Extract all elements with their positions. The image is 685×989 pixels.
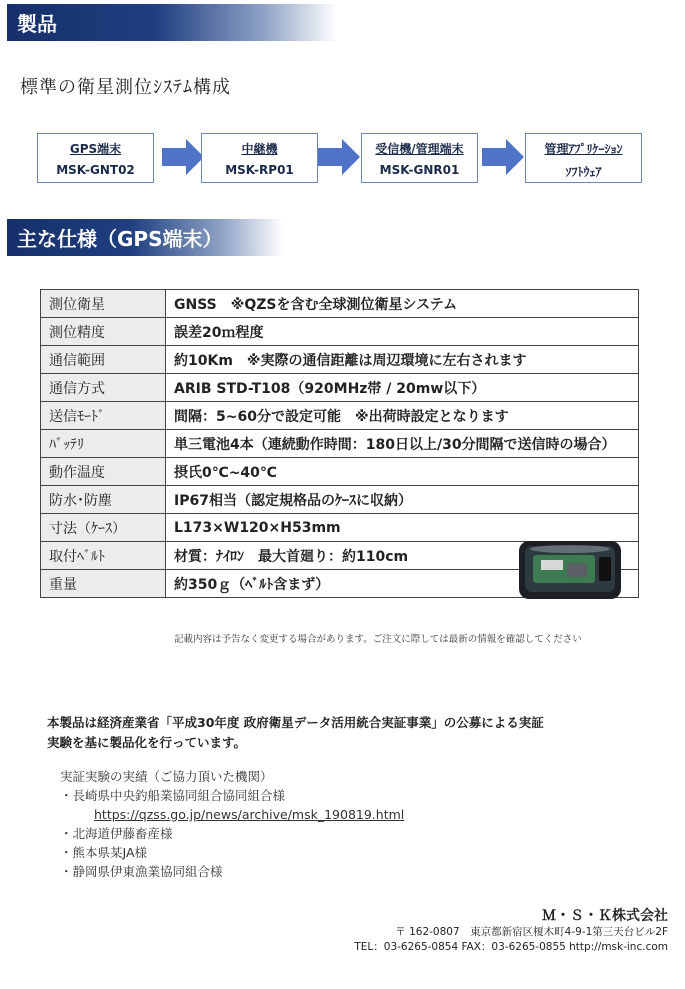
- section-title-product: [7, 4, 337, 41]
- table-row: [41, 346, 639, 374]
- table-row: [41, 402, 639, 430]
- list-item: ・静岡県伊東漁業協同組合様: [60, 864, 223, 879]
- flow-box-receiver: [361, 133, 478, 183]
- spec-key: 重量: [41, 570, 166, 598]
- reference-link[interactable]: https://qzss.go.jp/news/archive/msk_190819.html: [94, 807, 405, 822]
- spec-value: L173×W120×H53mm: [166, 514, 639, 542]
- spec-key: ﾊﾞｯﾃﾘ: [41, 430, 166, 458]
- flow-box-label: 受信機/管理端末: [375, 142, 464, 156]
- spec-key: 測位精度: [41, 318, 166, 346]
- spec-key: 寸法（ｹｰｽ）: [41, 514, 166, 542]
- section-title-product-text: 製品: [17, 12, 57, 36]
- table-row: [41, 458, 639, 486]
- flow-box-label: GPS端末: [69, 142, 122, 156]
- list-item: ・北海道伊藤畜産様: [60, 826, 173, 841]
- arrow-right-icon: [162, 139, 204, 175]
- section-title-specs-text: 主な仕様（GPS端末）: [17, 227, 223, 251]
- flow-box-relay: [201, 133, 318, 183]
- table-row: [41, 290, 639, 318]
- spec-key: 動作温度: [41, 458, 166, 486]
- statement-line: 実験を基に製品化を行っています。: [47, 735, 247, 750]
- spec-value: 単三電池4本（連続動作時間：180日以上/30分間隔で送信時の場合）: [166, 430, 639, 458]
- spec-key: 測位衛星: [41, 290, 166, 318]
- spec-value: GNSS ※QZSを含む全球測位衛星システム: [166, 290, 639, 318]
- spec-value: 間隔：5~60分で設定可能 ※出荷時設定となります: [166, 402, 639, 430]
- statement-line: 本製品は経済産業省「平成30年度 政府衛星データ活用統合実証事業」の公募による実証: [47, 715, 544, 730]
- table-row: [41, 318, 639, 346]
- list-item: ・熊本県某JA様: [60, 845, 148, 860]
- disclaimer-note: 記載内容は予告なく変更する場合があります。ご注文に際しては最新の情報を確認してください: [174, 634, 582, 645]
- spec-value: 約10Km ※実際の通信距離は周辺環境に左右されます: [166, 346, 639, 374]
- spec-value: 材質：ﾅｲﾛﾝ 最大首廻り：約110cm: [166, 542, 639, 570]
- system-heading: 標準の衛星測位ｼｽﾃﾑ構成: [20, 77, 231, 98]
- arrow-right-icon: [318, 139, 360, 175]
- spec-value: 約350ｇ（ﾍﾞﾙﾄ含まず）: [166, 570, 639, 598]
- arrow-right-icon: [482, 139, 524, 175]
- spec-value: 誤差20ｍ程度: [166, 318, 639, 346]
- spec-key: 送信ﾓｰﾄﾞ: [41, 402, 166, 430]
- spec-key: 通信方式: [41, 374, 166, 402]
- table-row: [41, 486, 639, 514]
- flow-box-label: 中継機: [241, 142, 278, 156]
- flow-box-model: ｿﾌﾄｳｪｱ: [565, 165, 602, 179]
- company-address-block: [354, 925, 668, 955]
- proof-title: 実証実験の実績（ご協力頂いた機関）: [60, 769, 273, 784]
- table-row: [41, 430, 639, 458]
- spec-key: 通信範囲: [41, 346, 166, 374]
- proof-list: [60, 767, 404, 881]
- table-row: [41, 374, 639, 402]
- section-title-specs: [7, 219, 283, 256]
- flow-box-model: MSK-RP01: [225, 163, 294, 177]
- spec-key: 防水･防塵: [41, 486, 166, 514]
- spec-key: 取付ﾍﾞﾙﾄ: [41, 542, 166, 570]
- list-item: ・長崎県中央釣船業協同組合協同組合様: [60, 788, 286, 803]
- flow-box-model: MSK-GNR01: [379, 163, 460, 177]
- flow-box-label: 管理ｱﾌﾟﾘｹｰｼｮﾝ: [544, 142, 623, 156]
- spec-value: 摂氏0℃~40℃: [166, 458, 639, 486]
- spec-value: IP67相当（認定規格品のｹｰｽに収納）: [166, 486, 639, 514]
- gps-terminal-product-image: [515, 535, 625, 603]
- flow-box-model: MSK-GNT02: [56, 163, 135, 177]
- company-contact: TEL：03-6265-0854 FAX：03-6265-0855 http://msk-inc.com: [354, 941, 668, 953]
- company-address: 〒 162-0807 東京都新宿区榎木町4-9-1第三天台ビル2F: [395, 926, 668, 938]
- flow-box-management-app: [525, 133, 642, 183]
- project-statement: [47, 713, 544, 753]
- company-name: Ｍ・Ｓ・Ｋ株式会社: [542, 908, 668, 924]
- flow-box-gps-terminal: [37, 133, 154, 183]
- spec-value: ARIB STD-T108（920MHz帯 / 20mw以下）: [166, 374, 639, 402]
